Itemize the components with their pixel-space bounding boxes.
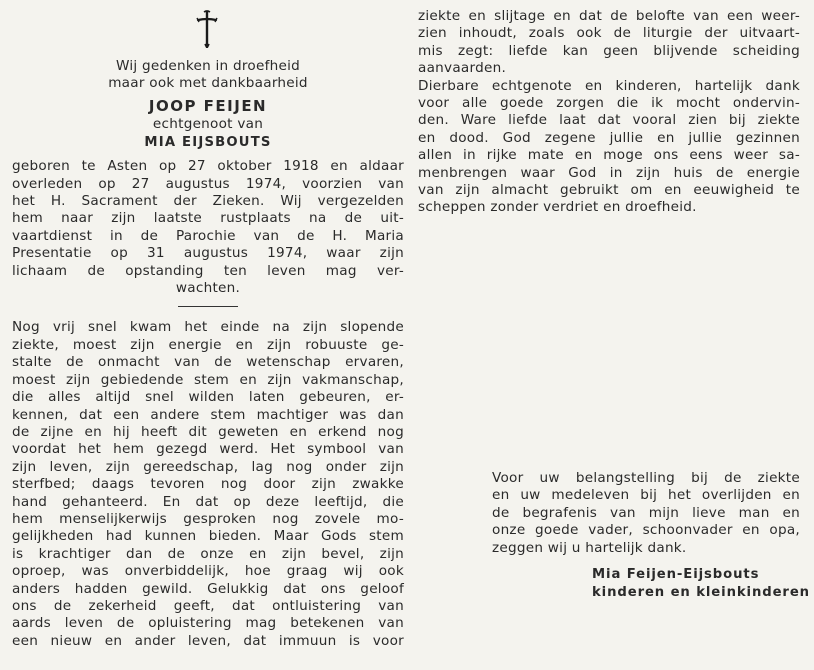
main-text-line: gelijkheden had kunnen bieden. Maar Gods stem xyxy=(12,528,404,545)
thanks-line: en uw medeleven bij het overlijden en xyxy=(492,487,800,504)
main-text-line: ons de zekerheid geeft, dat ontluistering van xyxy=(12,597,404,614)
deceased-name: JOOP FEIJEN xyxy=(148,96,268,115)
biography xyxy=(12,158,404,297)
main-text-line: ziekte, moest zijn energie en zijn robuuste ge- xyxy=(12,336,404,353)
continuation-line: van zijn almacht gebruikt om en eeuwigheid te xyxy=(418,182,800,199)
thanks-text xyxy=(492,470,800,557)
continuation-line: menbrengen waar God in zijn huis de energie xyxy=(418,164,800,181)
continuation-line: zien inhoudt, zoals ook de liturgie der uitvaart- xyxy=(418,25,800,42)
main-text-line: sterfbed; daags tevoren nog door zijn zwakke xyxy=(12,476,404,493)
main-text-line: zijn leven, zijn gereedschap, lag nog onder zijn xyxy=(12,458,404,475)
main-text-line: Nog vrij snel kwam het einde na zijn slopende xyxy=(12,319,404,336)
main-text-line: de zijne en hij heeft dit geweten en erkend nog xyxy=(12,423,404,440)
main-text-line: hem menselijkerwijs gesproken nog zovele mo- xyxy=(12,510,404,527)
main-text-line: kennen, dat een andere stem machtiger was dan xyxy=(12,406,404,423)
continuation-line: allen in rijke mate en moge ons eens weer sa- xyxy=(418,147,800,164)
biography-line: overleden op 27 augustus 1974, voorzien van xyxy=(12,175,404,192)
main-text-line: oproep, was onverbiddelijk, hoe graag wij ook xyxy=(12,563,404,580)
biography-line: het H. Sacrament der Zieken. Wij vergezelden xyxy=(12,193,404,210)
main-text xyxy=(12,319,404,650)
continuation-line: en dood. God zegene jullie en jullie gezinnen xyxy=(418,129,800,146)
intro-line: maar ook met dankbaarheid xyxy=(108,75,308,92)
intro-line: Wij gedenken in droefheid xyxy=(115,58,301,74)
continuation-line: Dierbare echtgenote en kinderen, hartelijk dank xyxy=(418,77,800,94)
thanks-line: Voor uw belangstelling bij de ziekte xyxy=(492,470,800,486)
left-column xyxy=(12,58,404,650)
main-text-line: anders hadden gewild. Gelukkig dat ons geloof xyxy=(12,580,404,597)
continuation-text xyxy=(418,8,800,217)
thanks-line: zeggen wij u hartelijk dank. xyxy=(492,539,687,556)
signature-line: Mia Feijen-Eijsbouts xyxy=(592,567,760,582)
relation-text: echtgenoot van xyxy=(152,115,264,132)
biography-line: lichaam de opstanding ten leven mag ver- xyxy=(12,262,404,279)
header xyxy=(12,58,404,152)
continuation-line: aanvaarden. xyxy=(418,60,507,77)
continuation-line: mis zegt: liefde kan geen blijvende scheiding xyxy=(418,42,800,59)
main-text-line: een nieuw en ander leven, dat immuun is voor xyxy=(12,632,404,649)
biography-line: hem naar zijn laatste rustplaats na de uit- xyxy=(12,210,404,227)
main-text-line: die alles altijd snel wilden laten gebeuren, er- xyxy=(12,389,404,406)
main-text-line: moest zijn gebiedende stem en zijn vakmanschap, xyxy=(12,371,404,388)
divider xyxy=(178,306,238,307)
biography-line: wachten. xyxy=(175,280,241,297)
biography-line: geboren te Asten op 27 oktober 1918 en aldaar xyxy=(12,158,404,175)
main-text-line: aards leven de opluistering mag betekenen van xyxy=(12,615,404,632)
continuation-line: voor alle goede zorgen die ik mocht ondervin- xyxy=(418,95,800,112)
signature xyxy=(592,566,810,602)
biography-line: Presentatie op 31 augustus 1974, waar zijn xyxy=(12,245,404,262)
main-text-line: stalte de onmacht van de wetenschap ervaren, xyxy=(12,354,404,371)
thanks-line: de begrafenis van mijn lieve man en xyxy=(492,504,800,521)
continuation-line: scheppen zonder verdriet en droefheid. xyxy=(418,199,697,216)
spouse-name: MIA EIJSBOUTS xyxy=(144,135,272,151)
thanks-line: onze goede vader, schoonvader en opa, xyxy=(492,522,800,539)
signature-line: kinderen en kleinkinderen xyxy=(592,585,810,600)
main-text-line: hand gehanteerd. En dat op deze leeftijd, die xyxy=(12,493,404,510)
cross-icon xyxy=(190,8,224,48)
main-text-line: is krachtiger dan de onze en zijn bevel, zijn xyxy=(12,545,404,562)
continuation-line: den. Ware liefde laat dat vooral zien bij ziekte xyxy=(418,112,800,129)
continuation-line: ziekte en slijtage en dat de belofte van een weer- xyxy=(418,8,800,24)
main-text-line: voordat het hem gezegd werd. Het symbool van xyxy=(12,441,404,458)
biography-line: vaartdienst in de Parochie van de H. Maria xyxy=(12,227,404,244)
